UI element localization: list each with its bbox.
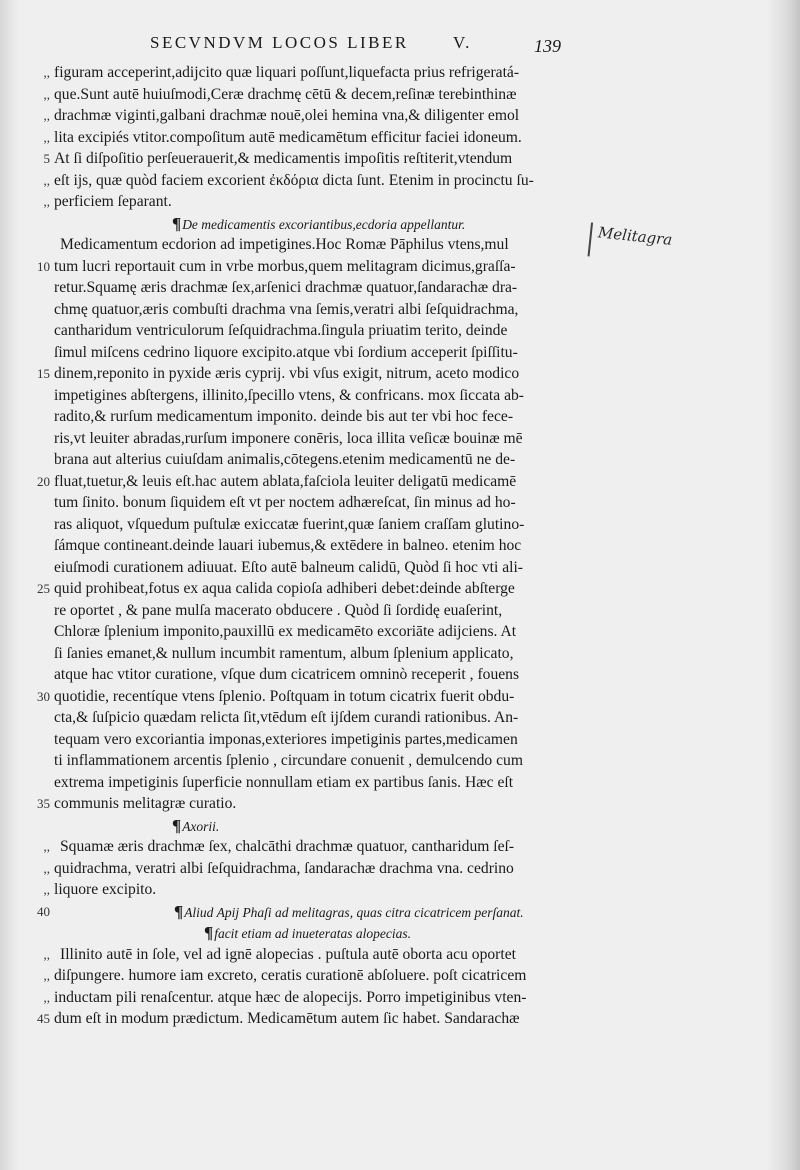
text-line	[37, 793, 614, 815]
page-right-shadow	[766, 0, 800, 1170]
pilcrow-mark: ¶	[172, 213, 182, 233]
body-text	[37, 62, 614, 1030]
text-line	[54, 320, 614, 342]
line-text: De medicamentis excoriantibus,ecdoria appellantur.	[182, 216, 466, 232]
line-marker: ,,	[43, 108, 50, 123]
line-text: diſpungere. humore iam excreto, ceratis curationē abſoluere. poſt cicatricem	[54, 967, 527, 984]
line-text: eſt ijs, quæ quòd faciem excorient ἐκδόρια dicta ſunt. Etenim in procinctu ſu-	[54, 171, 534, 189]
line-text: atque hac vtitor curatione, vſque dum cicatricem omninò receperit , fouens	[54, 666, 520, 683]
line-text: communis melitagræ curatio.	[54, 795, 237, 812]
pilcrow-mark: ¶	[174, 901, 184, 921]
text-line	[43, 944, 614, 966]
line-text: figuram acceperint,adijcito quæ liquari poſſunt,liquefacta prius refrigeratá-	[54, 64, 520, 81]
text-line	[54, 406, 614, 428]
line-marker: ,,	[43, 129, 50, 145]
text-line	[54, 621, 614, 643]
line-marker: ,,	[43, 968, 50, 983]
text-line	[37, 471, 614, 493]
line-marker: 10	[37, 258, 50, 274]
text-line	[54, 342, 614, 364]
pilcrow-mark: ¶	[204, 923, 214, 942]
line-text: quid prohibeat,fotus ex aqua calida copioſa adhiberi debet:deinde abſterge	[54, 580, 515, 597]
line-text: quotidie, recentíque vtens ſplenio. Poſtquam in totum cicatrix fuerit obdu-	[54, 687, 515, 705]
line-marker: 40	[37, 903, 50, 919]
text-line	[43, 987, 614, 1009]
running-head-title: SECVNDVM LOCOS LIBER	[150, 33, 409, 52]
line-text: drachmæ viginti,galbani drachmæ nouē,olei hemina vna,& diligenter emol	[54, 107, 520, 124]
text-line	[54, 428, 614, 450]
text-line	[54, 492, 614, 514]
section-heading	[37, 901, 614, 923]
text-line	[43, 858, 614, 880]
line-marker: ,,	[43, 86, 50, 102]
line-marker: ,,	[43, 194, 50, 209]
running-head	[150, 33, 580, 53]
line-text: retur.Squamę æris drachmæ ſex,arſenici drachmæ quatuor,ſandarachæ dra-	[54, 279, 518, 296]
line-marker: 30	[37, 688, 50, 704]
text-line	[54, 707, 614, 729]
line-text: fluat,tuetur,& leuis eſt.hac autem ablata,faſciola leuiter deligatū medicamē	[54, 472, 517, 490]
line-text: tequam vero excoriantia imponas,exteriores impetiginis partes,medicamen	[54, 730, 518, 748]
line-marker: 15	[37, 366, 50, 381]
line-text: Axorii.	[182, 818, 220, 834]
line-text: que.Sunt autē huiuſmodi,Ceræ drachmę cētū & decem,reſinæ terebinthinæ	[54, 85, 517, 103]
text-line	[37, 1008, 614, 1030]
line-text: inductam pili renaſcentur. atque hæc de alopecijs. Porro impetiginibus vten-	[54, 988, 527, 1006]
line-text: tum lucri reportauit cum in vrbe morbus,quem melitagram dicimus,graſſa-	[54, 257, 516, 275]
text-line	[37, 256, 614, 278]
line-marker: ,,	[43, 946, 50, 962]
line-text: extrema impetiginis ſuperficie nonnullam etiam ex partibus ſanis. Hæc eſt	[54, 773, 514, 791]
line-text: perficiem ſeparant.	[54, 193, 172, 210]
text-line	[43, 836, 614, 858]
text-line	[43, 127, 614, 149]
text-line	[54, 385, 614, 407]
section-heading	[54, 213, 614, 235]
line-text: chmę quatuor,æris combuſti drachma vna ſemis,veratri albi ſeſquidrachma,	[54, 300, 519, 318]
line-text: radito,& rurſum medicamentum imponito. deinde bis aut ter vbi hoc fece-	[54, 408, 514, 425]
text-line	[37, 578, 614, 600]
line-text: brana aut alterius cuiuſdam animalis,cōtegens.etenim medicamentū ne de-	[54, 451, 516, 468]
text-line	[37, 363, 614, 385]
text-line	[54, 535, 614, 557]
pilcrow-mark: ¶	[172, 815, 182, 835]
section-heading	[54, 815, 614, 837]
text-line	[54, 772, 614, 794]
line-text: Medicamentum ecdorion ad impetigines.Hoc Romæ Pāphilus vtens,mul	[60, 236, 509, 253]
text-line	[43, 62, 614, 84]
line-text: re oportet , & pane mulſa macerato obducere . Quòd ſi ſordidę euaſerint,	[54, 601, 503, 619]
line-text: cta,& ſuſpicio quædam relicta ſit,vtēdum eſt ijſdem curandi rationibus. An-	[54, 709, 519, 726]
text-line	[54, 557, 614, 579]
text-line	[54, 600, 614, 622]
line-text: lita excipiés vtitor.compoſitum autē medicamētum efficitur faciei idoneum.	[54, 128, 522, 146]
line-text: eiuſmodi curationem adiuuat. Eſto autē balneum calidū, Quòd ſi hoc vti ali-	[54, 558, 523, 576]
line-text: dum eſt in modum prædictum. Medicamētum autem ſic habet. Sandarachæ	[54, 1010, 520, 1027]
text-line	[43, 84, 614, 106]
text-line	[37, 686, 614, 708]
line-text: cantharidum ventriculorum ſeſquidrachma.ſingula priuatim terito, deinde	[54, 322, 508, 339]
text-line	[43, 105, 614, 127]
line-text: impetigines abſtergens, illinito,ſpecillo vtens, & confricans. mox ſiccata ab-	[54, 386, 524, 404]
line-text: At ſi diſpoſitio perſeuerauerit,& medicamentis impoſitis reſtiterit,vtendum	[54, 150, 513, 167]
text-line	[54, 664, 614, 686]
line-text: Aliud Apij Phaſi ad melitagras, quas citra cicatricem perſanat.	[184, 904, 524, 920]
text-line	[43, 148, 614, 170]
text-line	[43, 965, 614, 987]
line-text: Illinito autē in ſole, vel ad ignē alopecias . puſtula autē oborta acu oportet	[60, 945, 516, 963]
line-marker: 25	[37, 581, 50, 596]
text-line	[54, 750, 614, 772]
line-text: ſi ſanies emanet,& nullum incumbit ramentum, album ſplenium applicato,	[54, 644, 514, 662]
page-left-shadow	[0, 0, 18, 1170]
line-marker: 20	[37, 473, 50, 489]
running-head-part: V.	[453, 33, 472, 52]
line-text: ras aliquot, vſquedum puſtulæ exiccatæ fuerint,quæ ſaniem craſſam glutino-	[54, 515, 525, 533]
line-text: Chloræ ſplenium imponito,pauxillū ex medicamēto excoriāte adijciens. At	[54, 623, 517, 640]
line-text: tum ſinito. bonum ſiquidem eſt vt per noctem adhæreſcat, ſin minus ad ho-	[54, 494, 516, 511]
line-marker: 5	[43, 151, 50, 166]
line-text: ti inflammationem arcentis ſplenio , circundare conuenit , demulcendo cum	[54, 752, 523, 769]
line-marker: ,,	[43, 882, 50, 897]
line-text: ſimul miſcens cedrino liquore excipito.atque vbi ſordium acceperit ſpiſſitu-	[54, 343, 518, 361]
line-text: ſámque contineant.deinde lauari iubemus,& extēdere in balneo. etenim hoc	[54, 537, 522, 554]
line-marker: ,,	[43, 65, 50, 80]
text-line	[54, 729, 614, 751]
text-line	[54, 643, 614, 665]
line-marker: ,,	[43, 839, 50, 854]
line-marker: ,,	[43, 860, 50, 876]
line-text: Squamæ æris drachmæ ſex, chalcāthi drachmæ quatuor, cantharidum ſeſ-	[60, 838, 515, 855]
text-line	[43, 879, 614, 901]
text-line	[54, 277, 614, 299]
line-text: liquore excipito.	[54, 881, 157, 898]
line-marker: 35	[37, 796, 50, 811]
line-text: facit etiam ad inueteratas alopecias.	[214, 926, 412, 941]
line-marker: 45	[37, 1011, 50, 1026]
line-marker: ,,	[43, 989, 50, 1005]
line-text: ris,vt leuiter abradas,rurſum imponere conēris, loca illita veſicæ bouinæ mē	[54, 429, 523, 447]
text-line	[54, 234, 614, 256]
line-marker: ,,	[43, 172, 50, 188]
text-line	[54, 514, 614, 536]
section-heading	[54, 922, 614, 944]
line-text: quidrachma, veratri albi ſeſquidrachma, ſandarachæ drachma vna. cedrino	[54, 859, 514, 877]
line-text: dinem,reponito in pyxide æris cyprij. vbi vſus exigit, nitrum, aceto modico	[54, 365, 520, 382]
text-line	[43, 191, 614, 213]
folio-number: 139	[534, 36, 561, 56]
text-line	[54, 449, 614, 471]
text-line	[54, 299, 614, 321]
text-line	[43, 170, 614, 192]
handwritten-margin-note: Melitagra	[588, 222, 699, 267]
